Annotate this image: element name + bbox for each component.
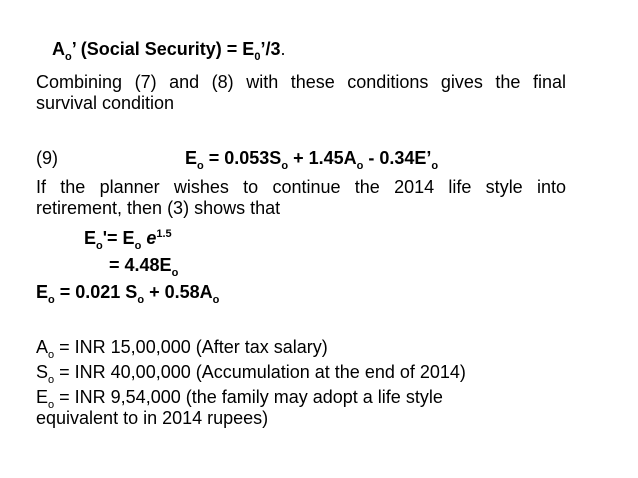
value-text: = INR 15,00,000 (After tax salary) [54, 337, 328, 357]
formula-text: ’/3 [260, 39, 281, 59]
exponential-base: e [146, 228, 157, 248]
formula-text: '= E [102, 228, 135, 248]
final-equation [36, 282, 219, 305]
formula-text: - 0.34E’ [363, 148, 432, 168]
planner-text-line-1: If the planner wishes to continue the 2014 life style into [36, 177, 566, 197]
combining-text-line-1: Combining (7) and (8) with these conditions gives the final [36, 72, 566, 92]
symbol-e: E [84, 228, 97, 248]
subscript: o [48, 399, 55, 411]
subscript: o [171, 267, 179, 279]
exponent: 1.5 [156, 228, 172, 240]
formula-text: + 1.45A [288, 148, 357, 168]
value-s [36, 362, 466, 385]
subscript: o [65, 51, 72, 63]
symbol-a: A [52, 39, 65, 59]
formula-text: = 0.053S [203, 148, 282, 168]
equation-number: (9) [36, 148, 58, 168]
value-e-continuation: equivalent to in 2014 rupees) [36, 408, 269, 428]
social-security-equation [52, 39, 285, 62]
period: . [280, 39, 286, 59]
subscript: 0 [254, 51, 261, 63]
formula-text: = 4.48E [109, 255, 172, 275]
growth-result [109, 255, 178, 278]
symbol-e: E [36, 387, 49, 407]
subscript: o [356, 160, 364, 172]
subscript: o [48, 374, 55, 386]
subscript: o [212, 294, 220, 306]
value-text: = INR 40,00,000 (Accumulation at the end of 2014) [54, 362, 466, 382]
subscript: o [134, 240, 142, 252]
subscript: o [48, 349, 55, 361]
equation-9 [185, 148, 438, 171]
social-security-formula [52, 39, 281, 63]
subscript: o [431, 160, 439, 172]
subscript: o [197, 160, 204, 172]
subscript: o [137, 294, 145, 306]
formula-text: = 0.021 S [54, 282, 138, 302]
formula-text: + 0.58A [144, 282, 213, 302]
value-e [36, 387, 443, 410]
subscript: o [281, 160, 289, 172]
subscript: o [96, 240, 103, 252]
symbol-a: A [36, 337, 49, 357]
symbol-e: E [36, 282, 49, 302]
combining-text-line-2: survival condition [36, 93, 175, 113]
value-a [36, 337, 328, 360]
formula-text: ’ (Social Security) = E [71, 39, 255, 59]
growth-equation [84, 228, 172, 251]
symbol-s: S [36, 362, 49, 382]
symbol-e: E [185, 148, 198, 168]
planner-text-line-2: retirement, then (3) shows that [36, 198, 281, 218]
subscript: o [48, 294, 55, 306]
value-text: = INR 9,54,000 (the family may adopt a life style [54, 387, 443, 407]
